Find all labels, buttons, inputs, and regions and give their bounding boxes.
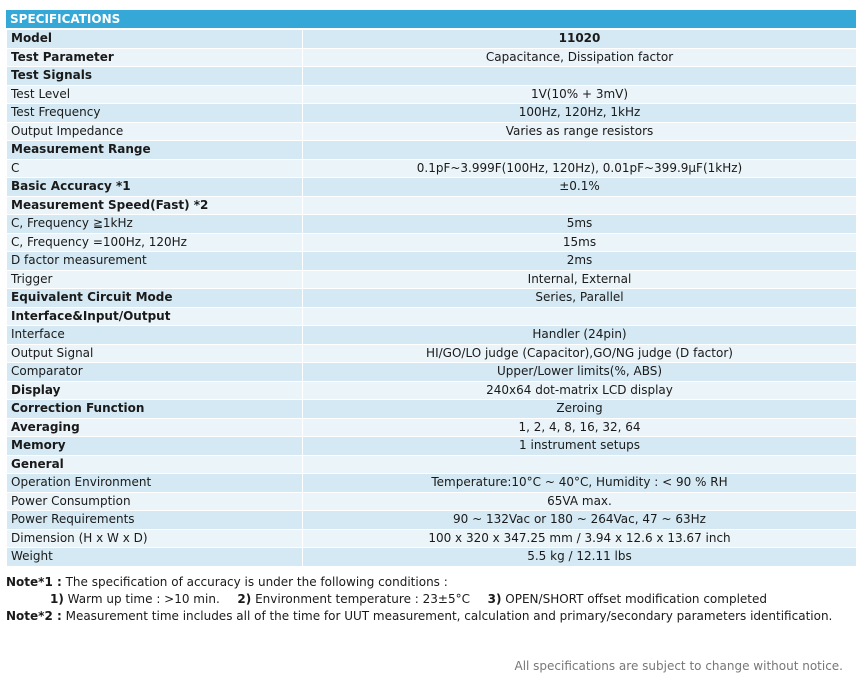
table-row	[7, 233, 857, 252]
row-value: 100Hz, 120Hz, 1kHz	[303, 104, 857, 123]
table-row	[7, 344, 857, 363]
table-row	[7, 326, 857, 345]
table-row	[7, 400, 857, 419]
note-1-text: The specification of accuracy is under the following conditions :	[65, 575, 448, 589]
row-label: Test Frequency	[7, 104, 303, 123]
note-1-label: Note*1 :	[6, 575, 62, 589]
table-row	[7, 307, 857, 326]
row-value: 1 instrument setups	[303, 437, 857, 456]
row-value: 15ms	[303, 233, 857, 252]
row-label: C	[7, 159, 303, 178]
row-value: 1V(10% + 3mV)	[303, 85, 857, 104]
row-label: Comparator	[7, 363, 303, 382]
row-label: Output Impedance	[7, 122, 303, 141]
row-value: Capacitance, Dissipation factor	[303, 48, 857, 67]
row-label: General	[7, 455, 303, 474]
row-value	[303, 455, 857, 474]
table-row	[7, 437, 857, 456]
condition-2-number: 2)	[237, 592, 252, 606]
row-label: Averaging	[7, 418, 303, 437]
row-label: Interface	[7, 326, 303, 345]
table-row	[7, 196, 857, 215]
row-value: HI/GO/LO judge (Capacitor),GO/NG judge (D factor)	[303, 344, 857, 363]
row-value	[303, 67, 857, 86]
row-label: Equivalent Circuit Mode	[7, 289, 303, 308]
table-row	[7, 511, 857, 530]
row-label: Dimension (H x W x D)	[7, 529, 303, 548]
row-label: Power Consumption	[7, 492, 303, 511]
row-label: Test Level	[7, 85, 303, 104]
table-row	[7, 159, 857, 178]
row-value	[303, 196, 857, 215]
table-row	[7, 104, 857, 123]
row-label: Basic Accuracy *1	[7, 178, 303, 197]
table-row	[7, 548, 857, 567]
row-value: Zeroing	[303, 400, 857, 419]
row-label: C, Frequency =100Hz, 120Hz	[7, 233, 303, 252]
row-value: 2ms	[303, 252, 857, 271]
condition-3-number: 3)	[487, 592, 502, 606]
row-value	[303, 141, 857, 160]
row-value: 65VA max.	[303, 492, 857, 511]
row-value: Series, Parallel	[303, 289, 857, 308]
specifications-header: SPECIFICATIONS	[6, 10, 856, 28]
notes-section	[6, 574, 856, 625]
row-value: 5.5 kg / 12.11 lbs	[303, 548, 857, 567]
condition-3-text: OPEN/SHORT offset modification completed	[505, 592, 767, 606]
table-row	[7, 474, 857, 493]
table-row	[7, 529, 857, 548]
condition-1-text: Warm up time : >10 min.	[67, 592, 220, 606]
row-label: Display	[7, 381, 303, 400]
table-row	[7, 215, 857, 234]
spec-table-body	[7, 30, 857, 567]
row-value: ±0.1%	[303, 178, 857, 197]
table-row	[7, 363, 857, 382]
row-value: 11020	[303, 30, 857, 49]
table-row	[7, 289, 857, 308]
row-label: Memory	[7, 437, 303, 456]
row-label: Power Requirements	[7, 511, 303, 530]
table-row	[7, 85, 857, 104]
table-row	[7, 270, 857, 289]
row-label: C, Frequency ≧1kHz	[7, 215, 303, 234]
table-row	[7, 418, 857, 437]
table-row	[7, 67, 857, 86]
row-label: Trigger	[7, 270, 303, 289]
table-row	[7, 381, 857, 400]
condition-2-text: Environment temperature : 23±5°C	[255, 592, 470, 606]
table-row	[7, 30, 857, 49]
condition-1-number: 1)	[50, 592, 64, 606]
table-row	[7, 122, 857, 141]
row-label: Test Signals	[7, 67, 303, 86]
row-value: 100 x 320 x 347.25 mm / 3.94 x 12.6 x 13.67 inch	[303, 529, 857, 548]
note-1-conditions	[6, 591, 856, 608]
row-value: Internal, External	[303, 270, 857, 289]
table-row	[7, 178, 857, 197]
row-label: Output Signal	[7, 344, 303, 363]
row-value: Upper/Lower limits(%, ABS)	[303, 363, 857, 382]
table-row	[7, 492, 857, 511]
row-value	[303, 307, 857, 326]
row-label: D factor measurement	[7, 252, 303, 271]
table-row	[7, 141, 857, 160]
row-label: Operation Environment	[7, 474, 303, 493]
row-label: Measurement Speed(Fast) *2	[7, 196, 303, 215]
table-row	[7, 455, 857, 474]
row-value: 1, 2, 4, 8, 16, 32, 64	[303, 418, 857, 437]
row-label: Interface&Input/Output	[7, 307, 303, 326]
table-row	[7, 252, 857, 271]
note-2-label: Note*2 :	[6, 609, 62, 623]
spec-table	[6, 29, 857, 567]
table-row	[7, 48, 857, 67]
row-value: Handler (24pin)	[303, 326, 857, 345]
disclaimer-footer: All specifications are subject to change without notice.	[514, 659, 843, 673]
row-label: Weight	[7, 548, 303, 567]
note-2	[6, 608, 856, 625]
row-value: 0.1pF~3.999F(100Hz, 120Hz), 0.01pF~399.9μF(1kHz)	[303, 159, 857, 178]
row-value: Temperature:10°C ~ 40°C, Humidity : < 90 % RH	[303, 474, 857, 493]
row-value: Varies as range resistors	[303, 122, 857, 141]
row-value: 5ms	[303, 215, 857, 234]
row-label: Test Parameter	[7, 48, 303, 67]
row-label: Measurement Range	[7, 141, 303, 160]
note-1	[6, 574, 856, 591]
row-value: 240x64 dot-matrix LCD display	[303, 381, 857, 400]
row-value: 90 ~ 132Vac or 180 ~ 264Vac, 47 ~ 63Hz	[303, 511, 857, 530]
row-label: Correction Function	[7, 400, 303, 419]
note-2-text: Measurement time includes all of the time for UUT measurement, calculation and primary/secondary parameters identification.	[65, 609, 833, 623]
row-label: Model	[7, 30, 303, 49]
